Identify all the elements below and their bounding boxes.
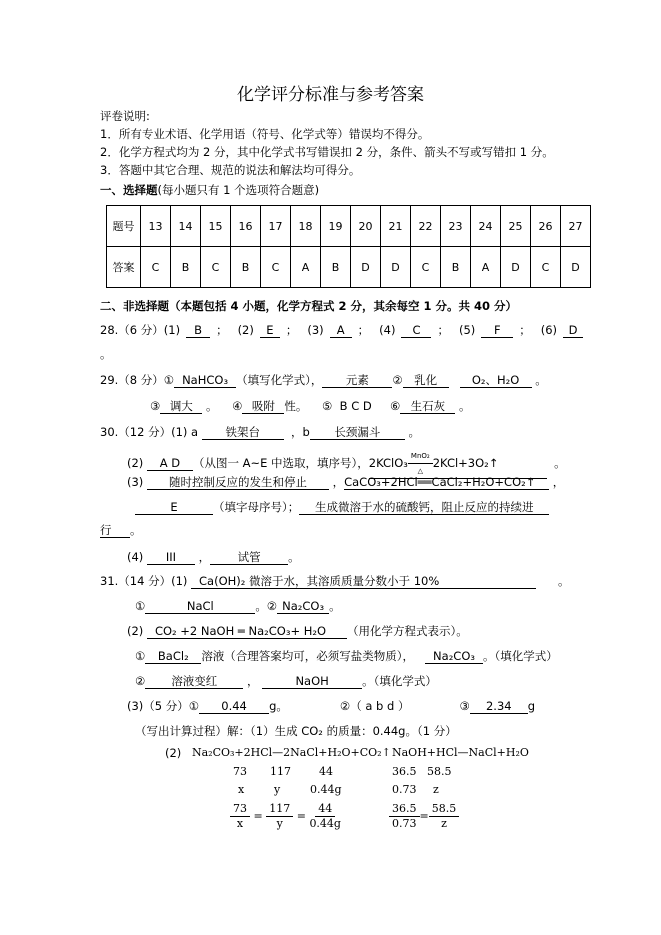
q29-answer-3: 乳化 [403, 373, 449, 388]
q30-line4 [135, 499, 549, 515]
question-number-cell: 22 [411, 206, 441, 247]
calc-equation-2: NaOH+HCl—NaCl+H₂O [392, 746, 529, 759]
calc-equation-1: Na₂CO₃+2HCl—2NaCl+H₂O+CO₂↑ [192, 746, 391, 759]
q30-answer-2: A D [147, 456, 193, 471]
question-number-cell: 18 [291, 206, 321, 247]
q29-answer-7: B C D [339, 399, 372, 413]
q29-text: 性。 [284, 399, 308, 413]
answer-table [106, 205, 591, 288]
q30-end: 。 [288, 550, 300, 564]
q31-answer-p3b: ②（ a b d ） [339, 699, 410, 713]
q31-answer-p3a: 0.44 [199, 699, 269, 714]
answer-cell: D [381, 247, 411, 288]
q29-line2 [150, 398, 471, 414]
q29-marker: ② [392, 373, 403, 387]
q29-answer-5: 调大 [160, 399, 202, 414]
question-number-cell: 14 [171, 206, 201, 247]
q28-label: 28.（6 分） [100, 323, 164, 337]
q30-end: 。 [408, 425, 421, 439]
answer-cell: D [501, 247, 531, 288]
page-title: 化学评分标准与参考答案 [237, 85, 424, 105]
q31-marker: ② [135, 674, 146, 688]
q29-answer-4: O₂、H₂O [460, 373, 532, 388]
answer-cell: B [171, 247, 201, 288]
q30-equation-3: CaCO₃+2HCl══CaCl₂+H₂O+CO₂↑ [344, 475, 549, 490]
note-item: 3．答题中其它合理、规范的说法和解法均可得分。 [100, 163, 361, 177]
answer-cell: B [321, 247, 351, 288]
q31-part: (3)（5 分）① [127, 699, 200, 713]
note-item: 1．所有专业术语、化学用语（符号、化学式等）错误均不得分。 [100, 127, 430, 141]
calc-value: 36.5 [392, 765, 417, 778]
q30-text: （从图一 A~E 中选取，填序号）， [192, 456, 369, 470]
answer-cell: B [441, 247, 471, 288]
question-number-cell: 24 [471, 206, 501, 247]
question-number-cell: 23 [441, 206, 471, 247]
q31-line5 [135, 673, 437, 689]
row-label: 题号 [107, 206, 141, 247]
answer-cell: A [291, 247, 321, 288]
q31-marker: 。② [255, 599, 278, 613]
q31-answer-s2b: NaOH [262, 674, 362, 689]
q28-answer: A [330, 323, 352, 338]
q28-part-number: (2) [237, 323, 254, 337]
answer-cell: C [411, 247, 441, 288]
q30-part: (2) [127, 456, 144, 470]
q31-line4 [135, 648, 558, 664]
q29-text: 。 [205, 399, 218, 413]
calc-value: 58.5 [427, 765, 452, 778]
section1-heading-rest: (每小题只有 1 个选项符合题意) [157, 183, 320, 197]
table-row-numbers [107, 206, 591, 247]
q31-line6 [127, 698, 535, 714]
q31-text: （用化学方程式表示）。 [346, 624, 468, 638]
q30-end: 。 [554, 456, 566, 470]
q31-marker: ③ [459, 699, 470, 713]
q28-separator: ； [285, 323, 298, 337]
q29-label: 29.（8 分）① [100, 373, 175, 387]
q30-answer-3b: E [135, 500, 213, 515]
equals: = [419, 809, 429, 823]
equals: = [296, 809, 306, 823]
q30-line1 [100, 424, 420, 440]
q30-part: (3) [127, 475, 144, 489]
q28-separator: ； [216, 323, 228, 337]
q29-answer-1: NaHCO₃ [174, 373, 236, 388]
section1-heading-bold: 一、选择题 [100, 183, 158, 197]
table-row-answers [107, 247, 591, 288]
q30-text: ， [552, 475, 565, 489]
q29-text: 。 [459, 399, 471, 413]
q31-line1 [100, 573, 569, 589]
question-number-cell: 26 [531, 206, 561, 247]
q31-text: 。（填化学式） [362, 674, 437, 688]
answer-cell: A [471, 247, 501, 288]
calc-value: 0.44g [310, 783, 342, 796]
question-number-cell: 17 [261, 206, 291, 247]
numerator: 58.5 [429, 802, 460, 817]
numerator: 73 [230, 802, 250, 817]
q28-part-number: (4) [379, 323, 396, 337]
answer-cell: B [231, 247, 261, 288]
eq-left: 2KClO₃ [368, 456, 408, 470]
q29-answer-2: 元素 [322, 373, 392, 388]
q31-text: ， [246, 674, 259, 688]
eq-heat: △ [417, 467, 424, 475]
q28-part-number: (5) [458, 323, 476, 337]
eq-catalyst: MnO₂ [408, 449, 433, 464]
q31-part: (2) [127, 624, 144, 638]
q29-marker: ④ [232, 399, 243, 413]
q31-calc-intro: （写出计算过程）解：（1）生成 CO₂ 的质量：0.44g。（1 分） [135, 724, 457, 738]
q29-marker: ⑤ [322, 399, 333, 413]
q30-text: ， [332, 475, 345, 489]
q31-answer-s1: BaCl₂ [145, 649, 201, 664]
q28-answer: D [563, 323, 583, 338]
q29-answer-6: 吸附 [242, 399, 284, 414]
q28-answer: B [186, 323, 210, 338]
q31-marker: ① [135, 599, 146, 613]
q31-answer-p3c: 2.34 [470, 699, 528, 714]
q28-part-number: (6) [540, 323, 558, 337]
answer-cell: C [261, 247, 291, 288]
q31-line2 [135, 598, 341, 614]
answer-cell: C [201, 247, 231, 288]
note-item: 2．化学方程式均为 2 分，其中化学式书写错误扣 2 分，条件、箭头不写或写错扣 1 分。 [100, 145, 554, 159]
q30-answer-b: 长颈漏斗 [310, 425, 405, 440]
q30-answer-4a: III [147, 550, 195, 565]
numerator: 117 [266, 802, 293, 817]
q29-marker: ⑥ [390, 399, 401, 413]
q30-answer-4b: 试管 [210, 550, 288, 565]
calc-value: 117 [270, 765, 291, 778]
question-number-cell: 25 [501, 206, 531, 247]
q31-text: 。（填化学式） [483, 649, 558, 663]
q31-marker: ① [135, 649, 146, 663]
denominator: 0.73 [392, 817, 417, 830]
row-label: 答案 [107, 247, 141, 288]
calc-proportion-1 [230, 802, 341, 831]
fraction [266, 802, 293, 831]
question-number-cell: 20 [351, 206, 381, 247]
q30-line5 [100, 522, 142, 538]
denominator: z [441, 817, 447, 830]
q28-separator: ； [357, 323, 370, 337]
q31-text: 溶液（合理答案均可，必须写盐类物质）， [201, 649, 415, 663]
q29-line1 [100, 372, 547, 388]
q31-answer-1: Ca(OH)₂ 微溶于水，其溶质质量分数小于 10% [191, 574, 536, 589]
q30-answer-a: 铁架台 [202, 425, 284, 440]
calc-part: (2) [165, 746, 182, 760]
q30-end: 。 [130, 523, 142, 537]
q28-answer: E [260, 323, 280, 338]
q28-answer: C [401, 323, 431, 338]
q30-part: (4) [127, 550, 144, 564]
fraction [309, 802, 341, 831]
section1-heading [100, 182, 319, 198]
fraction [230, 802, 250, 831]
question-number-cell: 13 [141, 206, 171, 247]
question-number-cell: 27 [561, 206, 591, 247]
q28-answer: F [481, 323, 513, 338]
equals: = [253, 809, 263, 823]
calc-value: z [433, 783, 439, 796]
q29-marker: ③ [150, 399, 161, 413]
q29-text: （填写化学式）， [236, 373, 323, 387]
answer-cell: C [531, 247, 561, 288]
question-number-cell: 21 [381, 206, 411, 247]
q30-text: （填字母序号）； [213, 500, 300, 514]
calc-value: x [238, 783, 245, 796]
q29-end: 。 [535, 373, 547, 387]
q31-answer-c2: Na₂CO₃ [277, 599, 329, 614]
q29-answer-8: 生石灰 [400, 399, 455, 414]
q31-end: 。 [557, 574, 570, 588]
calc-value: y [274, 783, 281, 796]
q30-line6 [127, 549, 300, 565]
question-number-cell: 19 [321, 206, 351, 247]
denominator: x [236, 817, 244, 830]
q31-answer-c1: NaCl [145, 599, 255, 614]
notes-heading: 评卷说明: [100, 109, 150, 123]
q31-text: g。 [269, 699, 288, 713]
numerator: 44 [315, 802, 335, 817]
q31-label: 31.（14 分）(1) [100, 574, 188, 588]
q30-answer-3c-cont: 行 [100, 523, 130, 538]
answer-cell: C [141, 247, 171, 288]
q28-line [100, 322, 589, 338]
q30-label: 30.（12 分）(1) a [100, 425, 199, 439]
q28-part-number: (3) [307, 323, 324, 337]
q30-text: ，b [291, 425, 310, 439]
fraction [389, 802, 420, 831]
q30-answer-3: 随时控制反应的发生和停止 [147, 475, 329, 490]
q30-line3 [127, 474, 564, 490]
numerator: 36.5 [389, 802, 420, 817]
q31-end: 。 [329, 599, 341, 613]
q31-line3 [127, 623, 468, 639]
q31-answer-s1b: Na₂CO₃ [425, 649, 483, 664]
eq-right: 2KCl+3O₂↑ [432, 456, 499, 470]
q31-answer-s2: 溶液变红 [145, 674, 243, 689]
answer-cell: D [351, 247, 381, 288]
denominator: y [276, 817, 283, 830]
section2-heading: 二、非选择题（本题包括 4 小题，化学方程式 2 分，其余每空 1 分。共 40 分） [100, 299, 518, 313]
calc-proportion-2 [389, 802, 459, 831]
q28-part-number: (1) [163, 323, 181, 337]
q28-end: 。 [100, 347, 112, 361]
question-number-cell: 16 [231, 206, 261, 247]
q28-separator: ； [519, 323, 531, 337]
q31-text: g [527, 699, 536, 713]
calc-value: 73 [233, 765, 247, 778]
question-number-cell: 15 [201, 206, 231, 247]
q28-separator: ； [437, 323, 449, 337]
answer-cell: D [561, 247, 591, 288]
fraction [429, 802, 460, 831]
calc-value: 0.73 [392, 783, 417, 796]
q30-answer-3c: 生成微溶于水的硫酸钙，阻止反应的持续进 [299, 500, 549, 515]
calc-value: 44 [319, 765, 333, 778]
denominator: 0.44g [309, 817, 341, 830]
q30-text: ， [198, 550, 211, 564]
q31-equation-2: CO₂ +2 NaOH ═ Na₂CO₃+ H₂O [147, 624, 347, 639]
